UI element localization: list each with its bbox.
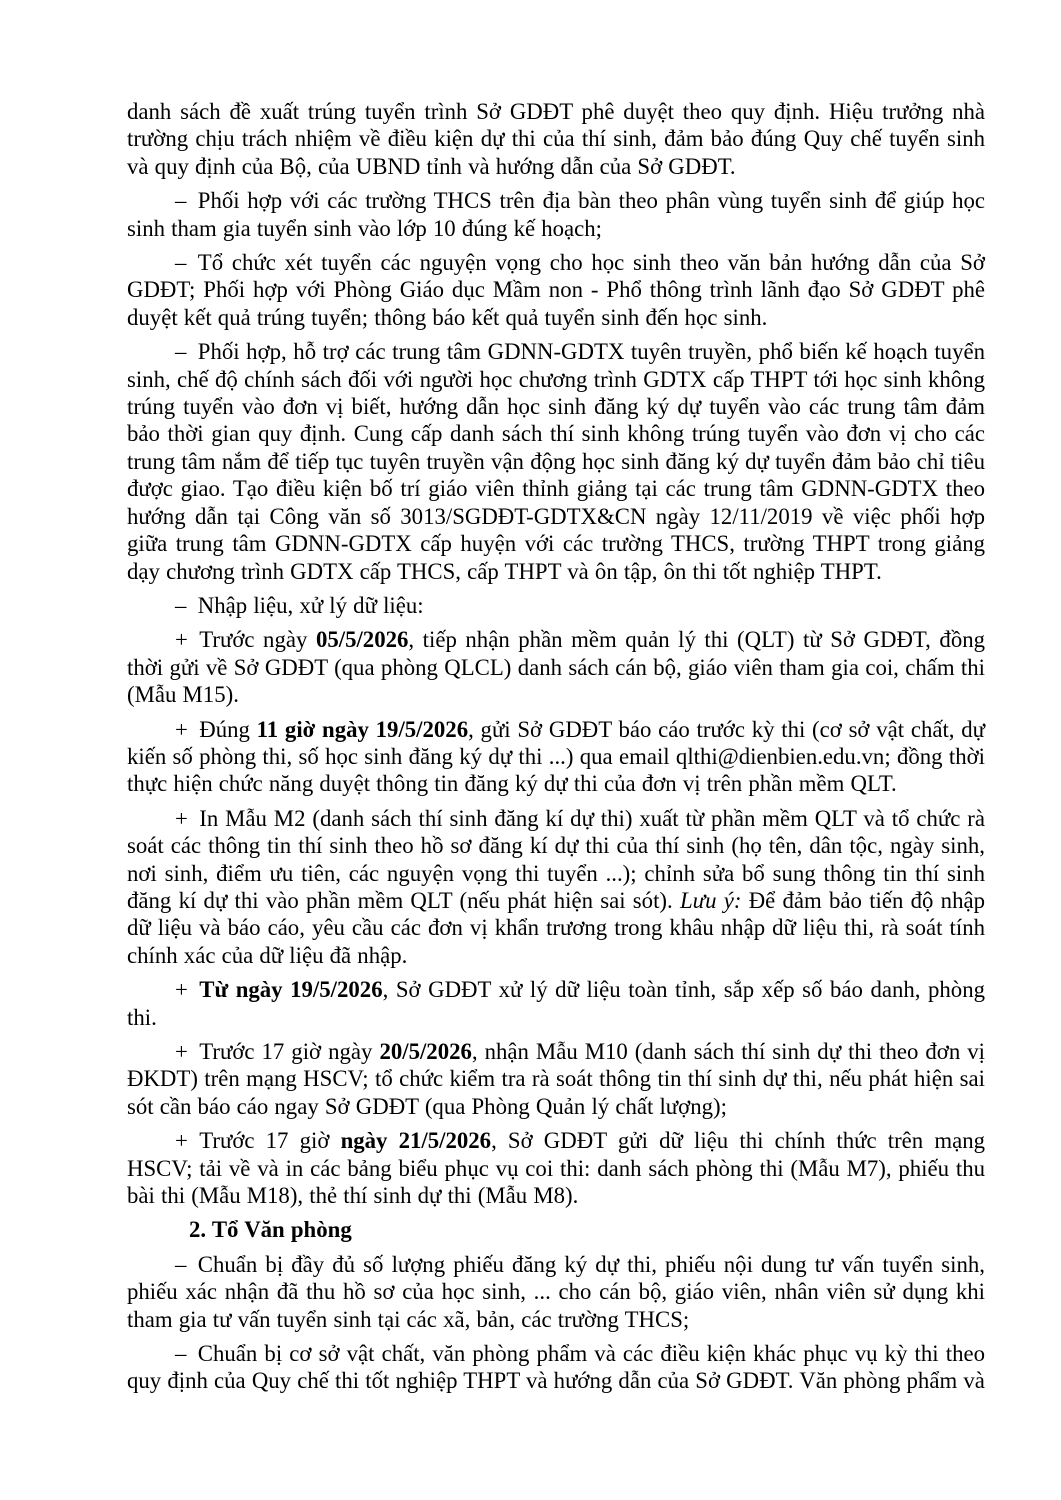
text-run: , tiếp nhận phần mềm quản lý thi (QLT) từ Sở GDĐT, đồng thời gửi về Sở GDĐT (qua phòng QLCL) danh sách cán bộ, giáo viên tham gia coi, chấm thi (Mẫu M15).: [127, 627, 986, 708]
paragraph: [127, 1127, 985, 1209]
paragraph: [127, 716, 985, 798]
paragraph: [127, 1251, 985, 1333]
text-run: + Trước 17 giờ ngày: [175, 1039, 380, 1064]
paragraph: [127, 626, 985, 708]
text-run: + In Mẫu M2 (danh sách thí sinh đăng kí dự thi) xuất từ phần mềm QLT và tổ chức rà soát các thông tin thí sinh theo hồ sơ đăng kí dự thi của thí sinh (họ tên, dân tộc, ngày sinh, nơi sinh, điểm ưu tiên, các nguyện vọng thi tuyển ...); chỉnh sửa bổ sung thông tin thí sinh đăng kí dự thi vào phần mềm QLT (nếu phát hiện sai sót).: [127, 805, 985, 913]
document-body: [127, 98, 985, 1395]
text-run: Lưu ý:: [679, 887, 742, 913]
text-run: 05/5/2026: [315, 627, 409, 653]
text-run: + Đúng: [175, 716, 257, 742]
text-run: – Nhập liệu, xử lý dữ liệu:: [175, 592, 424, 618]
text-run: , gửi Sở GDĐT báo cáo trước kỳ thi (cơ sở vật chất, dự kiến số phòng thi, số học sinh đăng ký dự thi ...) qua email qlthi@dienbien.edu.vn; đồng thời thực hiện chức năng duyệt thông tin đăng ký dự thi của đơn vị trên phần mềm QLT.: [127, 716, 985, 797]
text-run: 20/5/2026: [379, 1039, 472, 1064]
text-run: – Tổ chức xét tuyển các nguyện vọng cho học sinh theo văn bản hướng dẫn của Sở GDĐT; Phối hợp với Phòng Giáo dục Mầm non - Phổ thông trình lãnh đạo Sở GDĐT phê duyệt kết quả trúng tuyển; thông báo kết quả tuyển sinh đến học sinh.: [127, 250, 985, 330]
text-run: danh sách đề xuất trúng tuyển trình Sở GDĐT phê duyệt theo quy định. Hiệu trưởng nhà trường chịu trách nhiệm về điều kiện dự thi của thí sinh, đảm bảo đúng Quy chế tuyển sinh và quy định của Bộ, của UBND tỉnh và hướng dẫn của Sở GDĐT.: [127, 99, 985, 179]
paragraph: [127, 1038, 985, 1120]
text-run: 2. Tổ Văn phòng: [189, 1217, 352, 1243]
text-run: 11 giờ ngày 19/5/2026: [256, 716, 469, 742]
paragraph: [127, 249, 985, 331]
paragraph: [127, 805, 985, 969]
text-run: ngày 21/5/2026: [340, 1128, 492, 1154]
paragraph: [127, 338, 985, 585]
text-run: +: [175, 977, 200, 1003]
text-run: , nhận Mẫu M10 (danh sách thí sinh dự thi theo đơn vị ĐKDT) trên mạng HSCV; tổ chức kiểm tra rà soát thông tin thí sinh dự thi, nếu phát hiện sai sót cần báo cáo ngay Sở GDĐT (qua Phòng Quản lý chất lượng);: [127, 1039, 985, 1119]
paragraph: [127, 98, 985, 180]
text-run: , Sở GDĐT gửi dữ liệu thi chính thức trên mạng HSCV; tải về và in các bảng biểu phục vụ coi thi: danh sách phòng thi (Mẫu M7), phiếu thu bài thi (Mẫu M18), thẻ thí sinh dự thi (Mẫu M8).: [127, 1128, 985, 1209]
text-run: + Trước 17 giờ: [175, 1128, 341, 1154]
section-heading: [127, 1216, 985, 1243]
text-run: – Phối hợp, hỗ trợ các trung tâm GDNN-GDTX tuyên truyền, phổ biến kế hoạch tuyển sinh, chế độ chính sách đối với người học chương trình GDTX cấp THPT tới học sinh không trúng tuyển vào đơn vị biết, hướng dẫn học sinh đăng ký dự tuyển vào các trung tâm đảm bảo thời gian quy định. Cung cấp danh sách thí sinh không trúng tuyển vào đơn vị cho các trung tâm nắm để tiếp tục tuyên truyền vận động học sinh đăng ký dự tuyển đảm bảo chỉ tiêu được giao. Tạo điều kiện bố trí giáo viên thỉnh giảng tại các trung tâm GDNN-GDTX theo hướng dẫn tại Công văn số 3013/SGDĐT-GDTX&CN ngày 12/11/2019 về việc phối hợp giữa trung tâm GDNN-GDTX cấp huyện với các trường THCS, trường THPT trong giảng dạy chương trình GDTX cấp THCS, cấp THPT và ôn tập, ôn thi tốt nghiệp THPT.: [127, 339, 985, 584]
paragraph: [127, 592, 985, 619]
text-run: – Chuẩn bị cơ sở vật chất, văn phòng phẩm và các điều kiện khác phục vụ kỳ thi theo quy định của Quy chế thi tốt nghiệp THPT và hướng dẫn của Sở GDĐT. Văn phòng phẩm và: [127, 1341, 985, 1394]
text-run: – Chuẩn bị đầy đủ số lượng phiếu đăng ký dự thi, phiếu nội dung tư vấn tuyển sinh, phiếu xác nhận đã thu hồ sơ của học sinh, ... cho cán bộ, giáo viên, nhân viên sử dụng khi tham gia tư vấn tuyển sinh tại các xã, bản, các trường THCS;: [127, 1251, 985, 1332]
text-run: , Sở GDĐT xử lý dữ liệu toàn tỉnh, sắp xếp số báo danh, phòng thi.: [127, 977, 985, 1030]
text-run: – Phối hợp với các trường THCS trên địa bàn theo phân vùng tuyển sinh để giúp học sinh tham gia tuyển sinh vào lớp 10 đúng kế hoạch;: [127, 188, 985, 241]
paragraph: [127, 187, 985, 242]
text-run: Để đảm bảo tiến độ nhập dữ liệu và báo cáo, yêu cầu các đơn vị khẩn trương trong khâu nhập dữ liệu thi, rà soát tính chính xác của dữ liệu đã nhập.: [127, 887, 985, 968]
paragraph: [127, 1340, 985, 1395]
text-run: Từ ngày 19/5/2026: [199, 977, 383, 1003]
paragraph: [127, 976, 985, 1031]
text-run: + Trước ngày: [175, 627, 316, 653]
